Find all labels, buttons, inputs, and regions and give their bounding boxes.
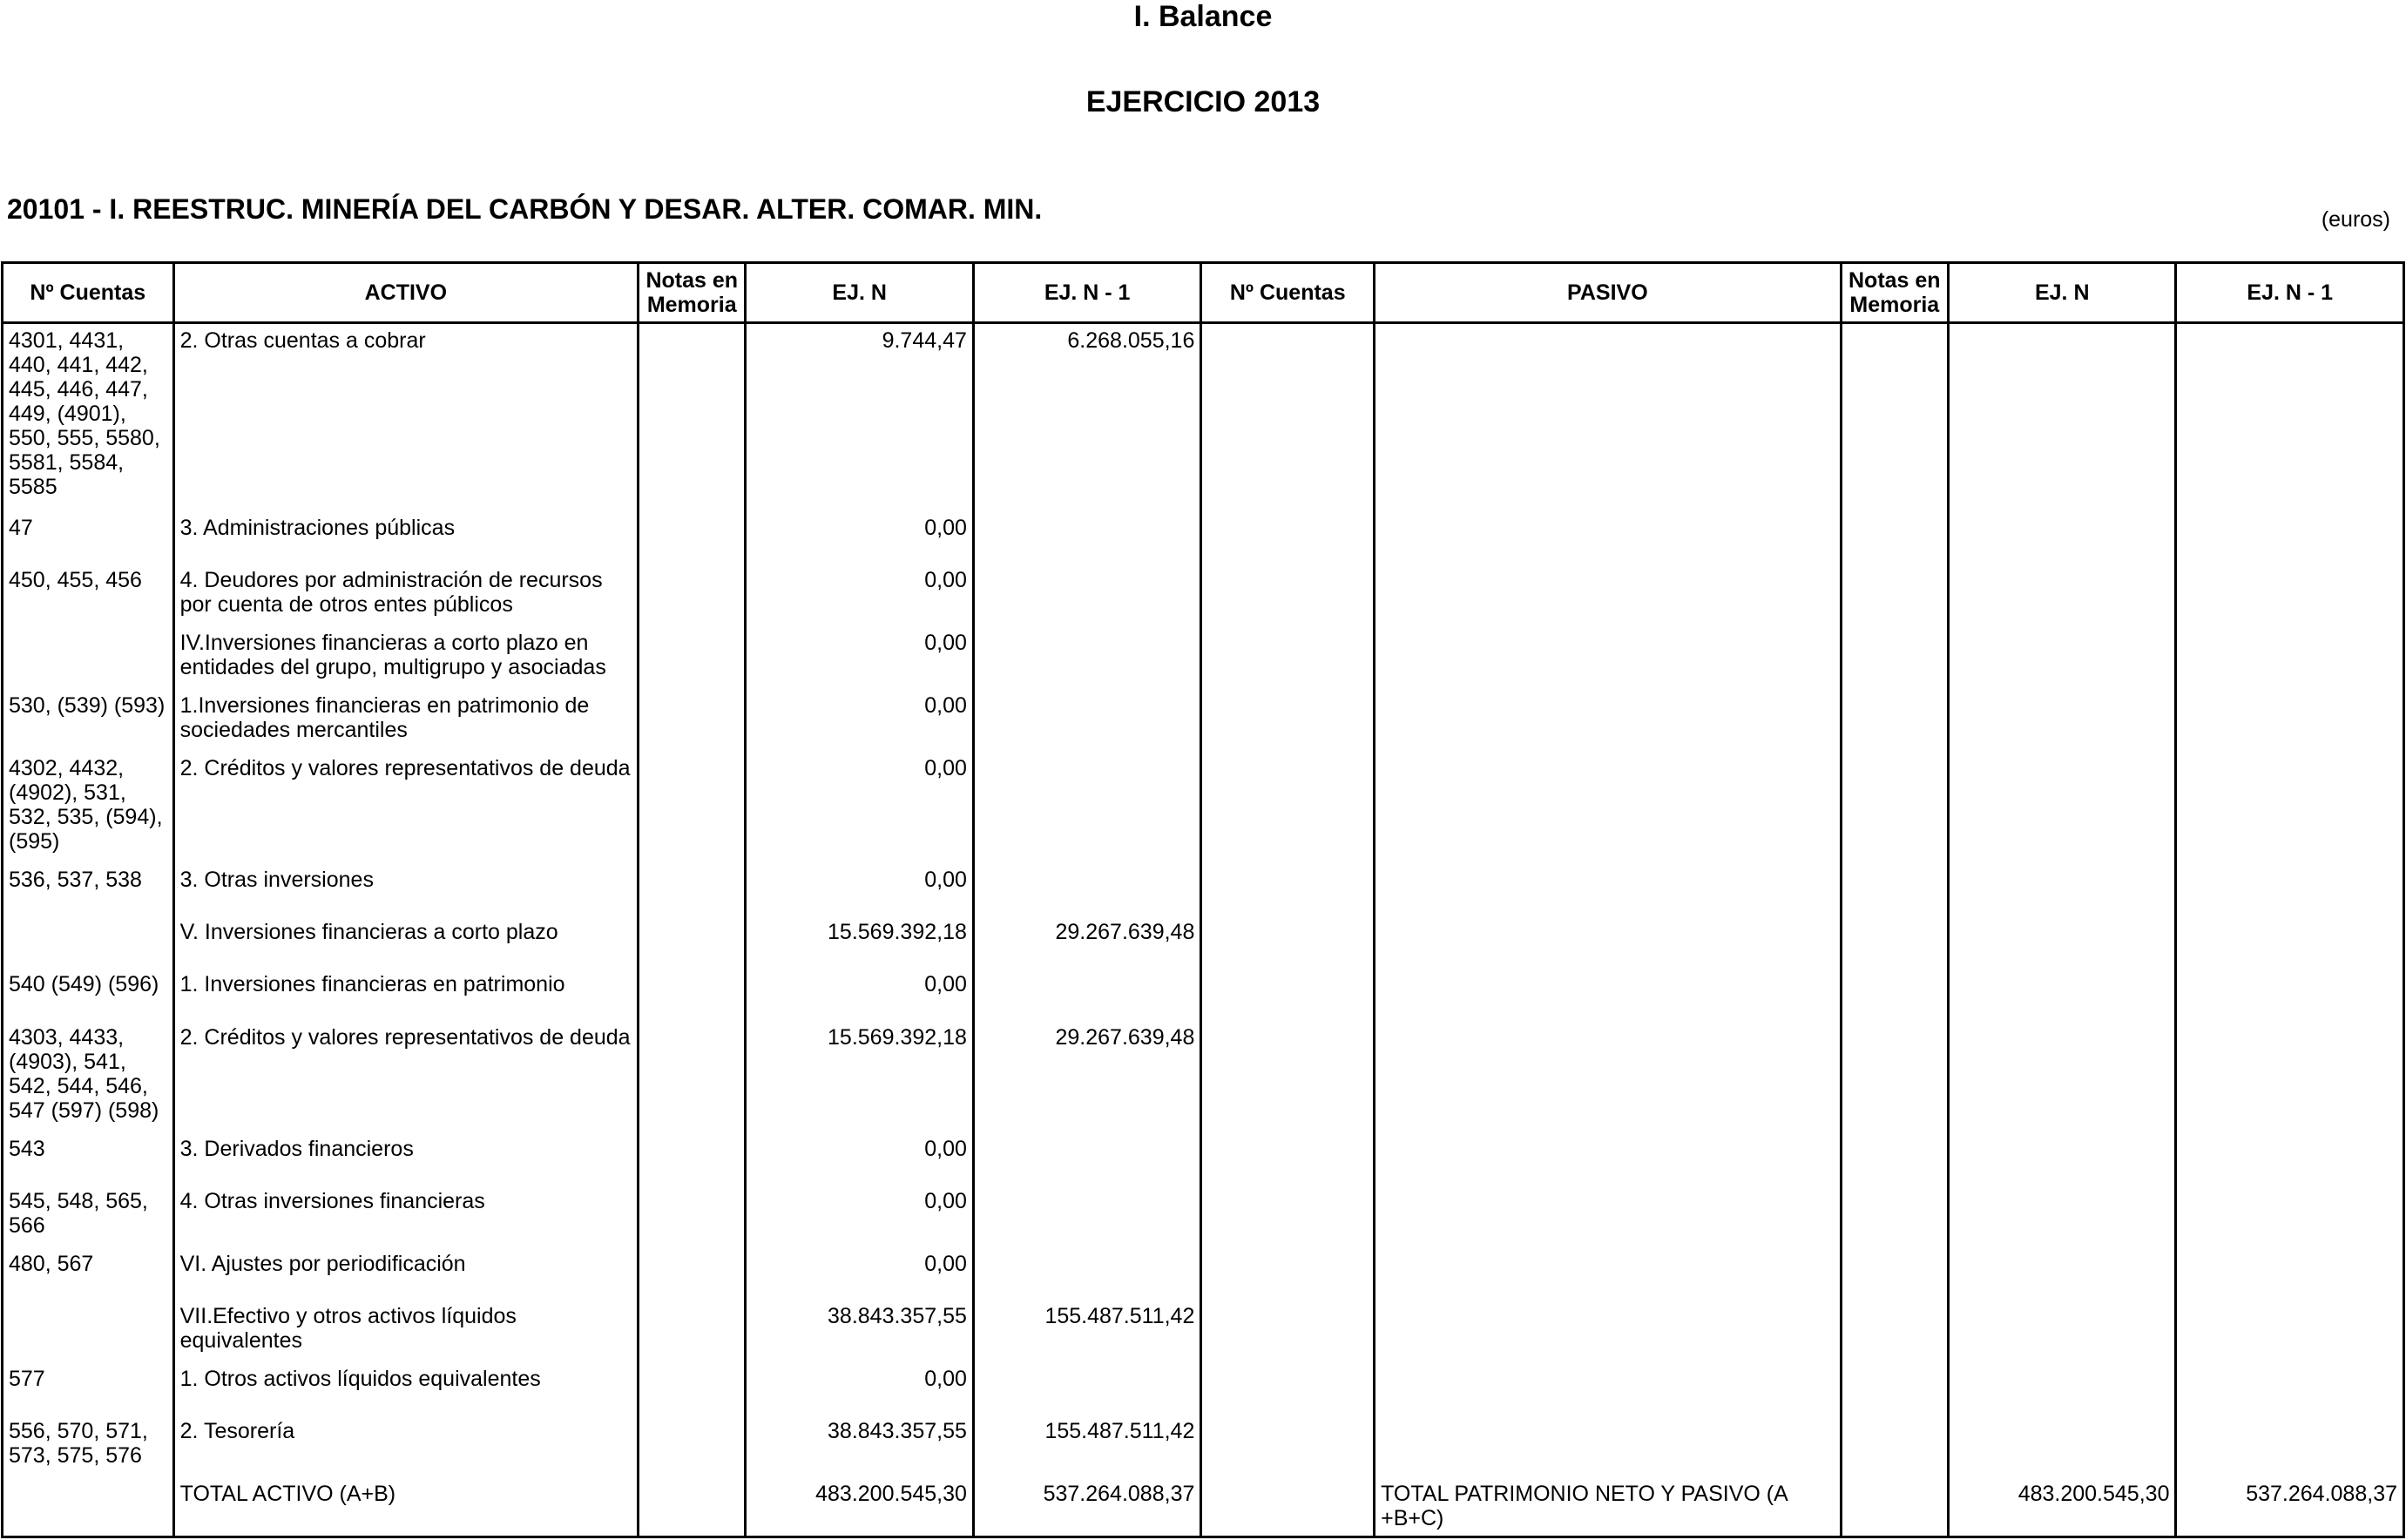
activo-description: 2. Créditos y valores representativos de deuda [173, 1021, 638, 1132]
account-codes: 4301, 4431, 440, 441, 442, 445, 446, 447, 449, (4901), 550, 555, 5580, 5581, 5584, 5585 [3, 323, 174, 511]
activo-ej-n1-value: 155.487.511,42 [973, 1415, 1200, 1477]
pasivo-ej-n-value [1949, 863, 2176, 915]
pasivo-ej-n1-value [2176, 1132, 2404, 1185]
pasivo-ej-n1-value: 537.264.088,37 [2176, 1477, 2404, 1537]
activo-ej-n1-value [973, 1362, 1200, 1415]
pasivo-account-codes [1201, 968, 1375, 1020]
activo-description: 3. Otras inversiones [173, 863, 638, 915]
account-codes: 545, 548, 565, 566 [3, 1185, 174, 1247]
column-header-activo-notas: Notas en Memoria [639, 263, 746, 323]
activo-description: 3. Administraciones públicas [173, 511, 638, 564]
pasivo-account-codes [1201, 511, 1375, 564]
activo-description: V. Inversiones financieras a corto plazo [173, 915, 638, 968]
activo-notes [639, 1021, 746, 1132]
pasivo-ej-n1-value [2176, 1300, 2404, 1362]
activo-ej-n-value: 0,00 [746, 1362, 973, 1415]
table-row [3, 323, 2404, 511]
pasivo-description [1375, 1300, 1842, 1362]
account-codes [3, 1300, 174, 1362]
activo-ej-n1-value [973, 752, 1200, 863]
pasivo-description [1375, 1415, 1842, 1477]
activo-description: 4. Deudores por administración de recursos por cuenta de otros entes públicos [173, 564, 638, 626]
activo-notes [639, 1362, 746, 1415]
activo-ej-n1-value [973, 689, 1200, 752]
pasivo-ej-n1-value [2176, 1185, 2404, 1247]
activo-description: VII.Efectivo y otros activos líquidos equivalentes [173, 1300, 638, 1362]
pasivo-ej-n-value [1949, 564, 2176, 626]
pasivo-account-codes [1201, 689, 1375, 752]
pasivo-ej-n1-value [2176, 626, 2404, 689]
activo-notes [639, 626, 746, 689]
activo-notes [639, 564, 746, 626]
table-row [3, 1132, 2404, 1185]
pasivo-notes [1841, 1477, 1948, 1537]
pasivo-description [1375, 968, 1842, 1020]
pasivo-description [1375, 915, 1842, 968]
activo-ej-n-value: 0,00 [746, 1132, 973, 1185]
activo-description: IV.Inversiones financieras a corto plazo en entidades del grupo, multigrupo y asociadas [173, 626, 638, 689]
activo-ej-n-value: 0,00 [746, 564, 973, 626]
pasivo-ej-n1-value [2176, 1415, 2404, 1477]
activo-ej-n1-value [973, 626, 1200, 689]
account-codes: 540 (549) (596) [3, 968, 174, 1020]
account-codes [3, 915, 174, 968]
activo-ej-n1-value [973, 863, 1200, 915]
table-row [3, 1021, 2404, 1132]
table-row [3, 1362, 2404, 1415]
pasivo-notes [1841, 1132, 1948, 1185]
pasivo-description [1375, 323, 1842, 511]
pasivo-notes [1841, 511, 1948, 564]
entity-heading: 20101 - I. REESTRUC. MINERÍA DEL CARBÓN Y DESAR. ALTER. COMAR. MIN. [7, 193, 1043, 225]
pasivo-account-codes [1201, 1415, 1375, 1477]
currency-units: (euros) [2321, 207, 2390, 232]
pasivo-ej-n-value [1949, 323, 2176, 511]
pasivo-notes [1841, 564, 1948, 626]
pasivo-notes [1841, 968, 1948, 1020]
table-row [3, 752, 2404, 863]
account-codes: 556, 570, 571, 573, 575, 576 [3, 1415, 174, 1477]
column-header-pasivo: PASIVO [1375, 263, 1842, 323]
activo-ej-n1-value: 6.268.055,16 [973, 323, 1200, 511]
pasivo-ej-n-value [1949, 752, 2176, 863]
activo-ej-n-value: 9.744,47 [746, 323, 973, 511]
table-row [3, 863, 2404, 915]
activo-ej-n-value: 0,00 [746, 1185, 973, 1247]
account-codes: 4302, 4432, (4902), 531, 532, 535, (594), (595) [3, 752, 174, 863]
activo-notes [639, 1415, 746, 1477]
activo-notes [639, 511, 746, 564]
pasivo-account-codes [1201, 1362, 1375, 1415]
table-row [3, 1185, 2404, 1247]
pasivo-ej-n-value [1949, 1247, 2176, 1300]
activo-notes [639, 1477, 746, 1537]
table-row [3, 915, 2404, 968]
pasivo-ej-n-value [1949, 1021, 2176, 1132]
pasivo-notes [1841, 1021, 1948, 1132]
activo-ej-n-value: 38.843.357,55 [746, 1300, 973, 1362]
activo-notes [639, 1247, 746, 1300]
table-row [3, 1247, 2404, 1300]
activo-ej-n1-value [973, 1247, 1200, 1300]
activo-ej-n1-value: 29.267.639,48 [973, 915, 1200, 968]
pasivo-notes [1841, 1362, 1948, 1415]
activo-description: 2. Otras cuentas a cobrar [173, 323, 638, 511]
pasivo-ej-n-value [1949, 1300, 2176, 1362]
table-row [3, 689, 2404, 752]
table-row [3, 511, 2404, 564]
account-codes: 450, 455, 456 [3, 564, 174, 626]
activo-ej-n1-value: 537.264.088,37 [973, 1477, 1200, 1537]
pasivo-description [1375, 564, 1842, 626]
activo-description: 2. Créditos y valores representativos de deuda [173, 752, 638, 863]
pasivo-notes [1841, 323, 1948, 511]
pasivo-account-codes [1201, 1185, 1375, 1247]
activo-ej-n1-value [973, 1185, 1200, 1247]
pasivo-ej-n1-value [2176, 1362, 2404, 1415]
activo-ej-n-value: 38.843.357,55 [746, 1415, 973, 1477]
pasivo-notes [1841, 915, 1948, 968]
activo-ej-n-value: 15.569.392,18 [746, 915, 973, 968]
account-codes: 530, (539) (593) [3, 689, 174, 752]
pasivo-notes [1841, 1247, 1948, 1300]
activo-ej-n-value: 0,00 [746, 863, 973, 915]
activo-notes [639, 1132, 746, 1185]
pasivo-notes [1841, 863, 1948, 915]
pasivo-ej-n1-value [2176, 863, 2404, 915]
account-codes: 480, 567 [3, 1247, 174, 1300]
pasivo-account-codes [1201, 1021, 1375, 1132]
activo-ej-n1-value [973, 511, 1200, 564]
pasivo-description [1375, 689, 1842, 752]
activo-ej-n1-value: 155.487.511,42 [973, 1300, 1200, 1362]
column-header-pasivo-notas: Notas en Memoria [1841, 263, 1948, 323]
pasivo-description [1375, 863, 1842, 915]
pasivo-notes [1841, 752, 1948, 863]
activo-description: 2. Tesorería [173, 1415, 638, 1477]
pasivo-notes [1841, 1415, 1948, 1477]
activo-ej-n1-value: 29.267.639,48 [973, 1021, 1200, 1132]
pasivo-description: TOTAL PATRIMONIO NETO Y PASIVO (A +B+C) [1375, 1477, 1842, 1537]
column-header-pasivo-cuentas: Nº Cuentas [1201, 263, 1375, 323]
pasivo-notes [1841, 1185, 1948, 1247]
pasivo-ej-n-value [1949, 1132, 2176, 1185]
column-header-activo-ej-n: EJ. N [746, 263, 973, 323]
activo-description: TOTAL ACTIVO (A+B) [173, 1477, 638, 1537]
account-codes: 47 [3, 511, 174, 564]
pasivo-ej-n1-value [2176, 1021, 2404, 1132]
pasivo-ej-n-value: 483.200.545,30 [1949, 1477, 2176, 1537]
account-codes: 4303, 4433, (4903), 541, 542, 544, 546, 547 (597) (598) [3, 1021, 174, 1132]
pasivo-description [1375, 1021, 1842, 1132]
activo-notes [639, 915, 746, 968]
pasivo-description [1375, 1247, 1842, 1300]
activo-description: 4. Otras inversiones financieras [173, 1185, 638, 1247]
pasivo-account-codes [1201, 1477, 1375, 1537]
pasivo-ej-n-value [1949, 1362, 2176, 1415]
account-codes: 536, 537, 538 [3, 863, 174, 915]
table-row [3, 564, 2404, 626]
pasivo-ej-n1-value [2176, 511, 2404, 564]
document-title: I. Balance [1133, 0, 1273, 33]
account-codes [3, 1477, 174, 1537]
pasivo-account-codes [1201, 1132, 1375, 1185]
table-row [3, 1477, 2404, 1537]
pasivo-ej-n-value [1949, 511, 2176, 564]
activo-ej-n1-value [973, 968, 1200, 1020]
column-header-pasivo-ej-n: EJ. N [1949, 263, 2176, 323]
account-codes [3, 626, 174, 689]
activo-ej-n-value: 15.569.392,18 [746, 1021, 973, 1132]
activo-notes [639, 1300, 746, 1362]
table-row [3, 1300, 2404, 1362]
activo-ej-n-value: 0,00 [746, 1247, 973, 1300]
activo-ej-n1-value [973, 1132, 1200, 1185]
balance-sheet-table [1, 261, 2405, 1538]
column-header-activo-cuentas: Nº Cuentas [3, 263, 174, 323]
activo-ej-n-value: 0,00 [746, 511, 973, 564]
pasivo-account-codes [1201, 1300, 1375, 1362]
activo-notes [639, 968, 746, 1020]
activo-notes [639, 1185, 746, 1247]
pasivo-account-codes [1201, 564, 1375, 626]
activo-description: 3. Derivados financieros [173, 1132, 638, 1185]
activo-ej-n-value: 0,00 [746, 689, 973, 752]
pasivo-ej-n-value [1949, 915, 2176, 968]
pasivo-notes [1841, 626, 1948, 689]
column-header-pasivo-ej-n1: EJ. N - 1 [2176, 263, 2404, 323]
pasivo-account-codes [1201, 1247, 1375, 1300]
pasivo-description [1375, 1362, 1842, 1415]
fiscal-year-heading: EJERCICIO 2013 [1085, 85, 1321, 118]
pasivo-ej-n-value [1949, 968, 2176, 1020]
pasivo-account-codes [1201, 626, 1375, 689]
activo-notes [639, 752, 746, 863]
pasivo-ej-n1-value [2176, 752, 2404, 863]
pasivo-account-codes [1201, 863, 1375, 915]
pasivo-ej-n-value [1949, 1415, 2176, 1477]
pasivo-description [1375, 1185, 1842, 1247]
activo-ej-n-value: 0,00 [746, 626, 973, 689]
activo-notes [639, 323, 746, 511]
pasivo-description [1375, 626, 1842, 689]
table-header-row [3, 263, 2404, 323]
activo-ej-n-value: 483.200.545,30 [746, 1477, 973, 1537]
pasivo-notes [1841, 689, 1948, 752]
activo-description: VI. Ajustes por periodificación [173, 1247, 638, 1300]
account-codes: 577 [3, 1362, 174, 1415]
pasivo-ej-n-value [1949, 689, 2176, 752]
pasivo-description [1375, 752, 1842, 863]
pasivo-ej-n-value [1949, 1185, 2176, 1247]
account-codes: 543 [3, 1132, 174, 1185]
pasivo-account-codes [1201, 752, 1375, 863]
activo-ej-n-value: 0,00 [746, 968, 973, 1020]
column-header-activo-ej-n1: EJ. N - 1 [973, 263, 1200, 323]
table-row [3, 626, 2404, 689]
pasivo-account-codes [1201, 915, 1375, 968]
column-header-activo: ACTIVO [173, 263, 638, 323]
pasivo-ej-n1-value [2176, 323, 2404, 511]
pasivo-ej-n1-value [2176, 564, 2404, 626]
pasivo-notes [1841, 1300, 1948, 1362]
activo-description: 1.Inversiones financieras en patrimonio de sociedades mercantiles [173, 689, 638, 752]
activo-description: 1. Inversiones financieras en patrimonio [173, 968, 638, 1020]
activo-ej-n1-value [973, 564, 1200, 626]
pasivo-ej-n1-value [2176, 689, 2404, 752]
pasivo-ej-n1-value [2176, 1247, 2404, 1300]
activo-description: 1. Otros activos líquidos equivalentes [173, 1362, 638, 1415]
pasivo-ej-n1-value [2176, 915, 2404, 968]
pasivo-ej-n-value [1949, 626, 2176, 689]
activo-ej-n-value: 0,00 [746, 752, 973, 863]
table-row [3, 1415, 2404, 1477]
table-row [3, 968, 2404, 1020]
activo-notes [639, 863, 746, 915]
pasivo-ej-n1-value [2176, 968, 2404, 1020]
pasivo-description [1375, 511, 1842, 564]
pasivo-account-codes [1201, 323, 1375, 511]
pasivo-description [1375, 1132, 1842, 1185]
activo-notes [639, 689, 746, 752]
